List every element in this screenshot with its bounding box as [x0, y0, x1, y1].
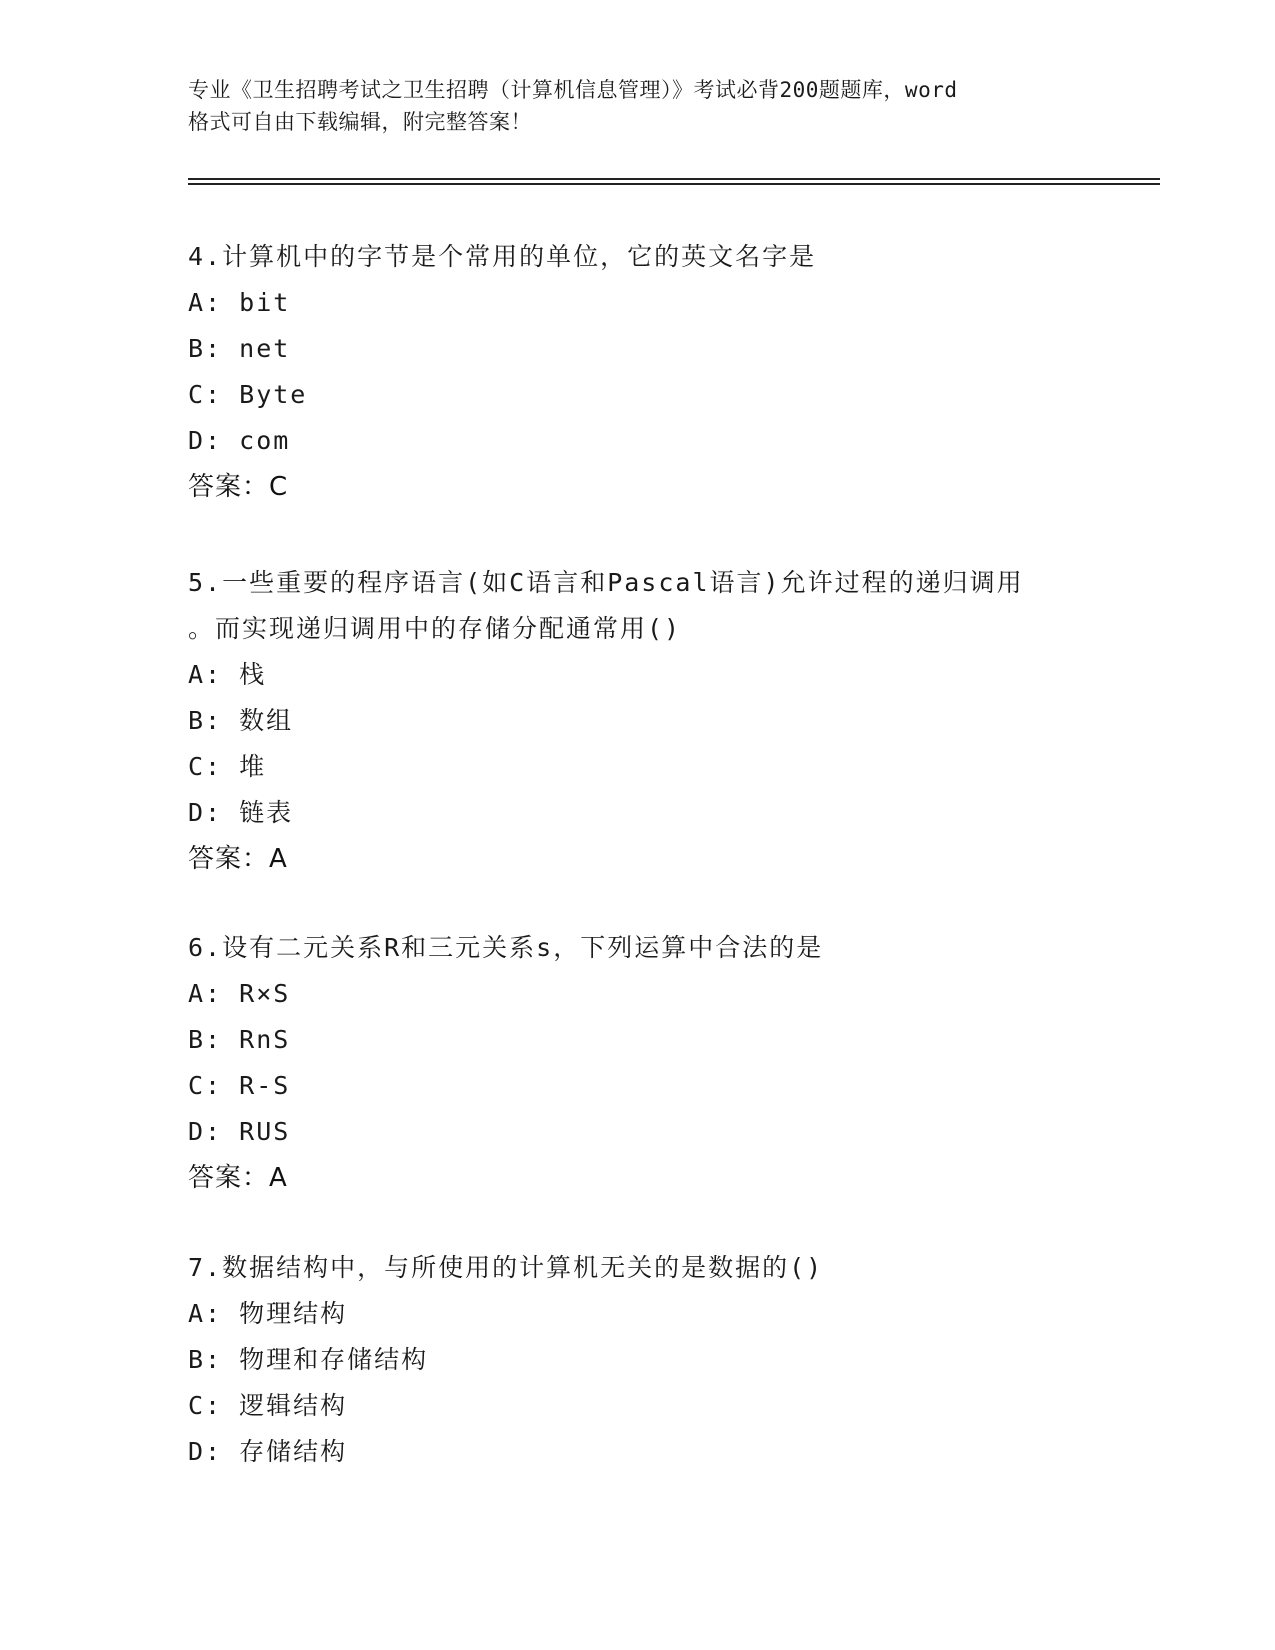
option-c: C: R-S	[188, 1071, 291, 1100]
option-c: C: 堆	[188, 752, 267, 781]
option-b: B: net	[188, 334, 291, 363]
option-b: B: RnS	[188, 1025, 291, 1054]
question-5	[188, 560, 1148, 882]
question-4	[188, 234, 1148, 510]
option-d: D: RUS	[188, 1117, 291, 1146]
header-line-1: 专业《卫生招聘考试之卫生招聘（计算机信息管理）》考试必背200题题库，word	[188, 78, 958, 102]
option-a: A: 物理结构	[188, 1299, 348, 1328]
option-b: B: 物理和存储结构	[188, 1345, 429, 1374]
question-6	[188, 925, 1148, 1201]
option-a: A: 栈	[188, 660, 267, 689]
option-c: C: 逻辑结构	[188, 1391, 348, 1420]
option-a: A: R×S	[188, 979, 291, 1008]
question-text: 6.设有二元关系R和三元关系s，下列运算中合法的是	[188, 933, 824, 962]
header-line-2: 格式可自由下载编辑，附完整答案！	[188, 110, 532, 134]
header-rule-top	[188, 178, 1160, 180]
option-b: B: 数组	[188, 706, 294, 735]
question-7	[188, 1245, 1148, 1475]
option-d: D: com	[188, 426, 291, 455]
option-c: C: Byte	[188, 380, 308, 409]
question-text-continued: 。而实现递归调用中的存储分配通常用()	[188, 614, 682, 643]
option-d: D: 链表	[188, 798, 294, 827]
question-text: 4.计算机中的字节是个常用的单位，它的英文名字是	[188, 242, 817, 271]
question-text: 7.数据结构中，与所使用的计算机无关的是数据的()	[188, 1253, 824, 1282]
document-header	[188, 74, 1108, 138]
option-d: D: 存储结构	[188, 1437, 348, 1466]
option-a: A: bit	[188, 288, 291, 317]
answer-label: 答案：C	[188, 472, 289, 502]
header-rule-bottom	[188, 183, 1160, 185]
answer-label: 答案：A	[188, 1163, 288, 1193]
answer-label: 答案：A	[188, 844, 288, 874]
question-text: 5.一些重要的程序语言(如C语言和Pascal语言)允许过程的递归调用	[188, 568, 1024, 597]
